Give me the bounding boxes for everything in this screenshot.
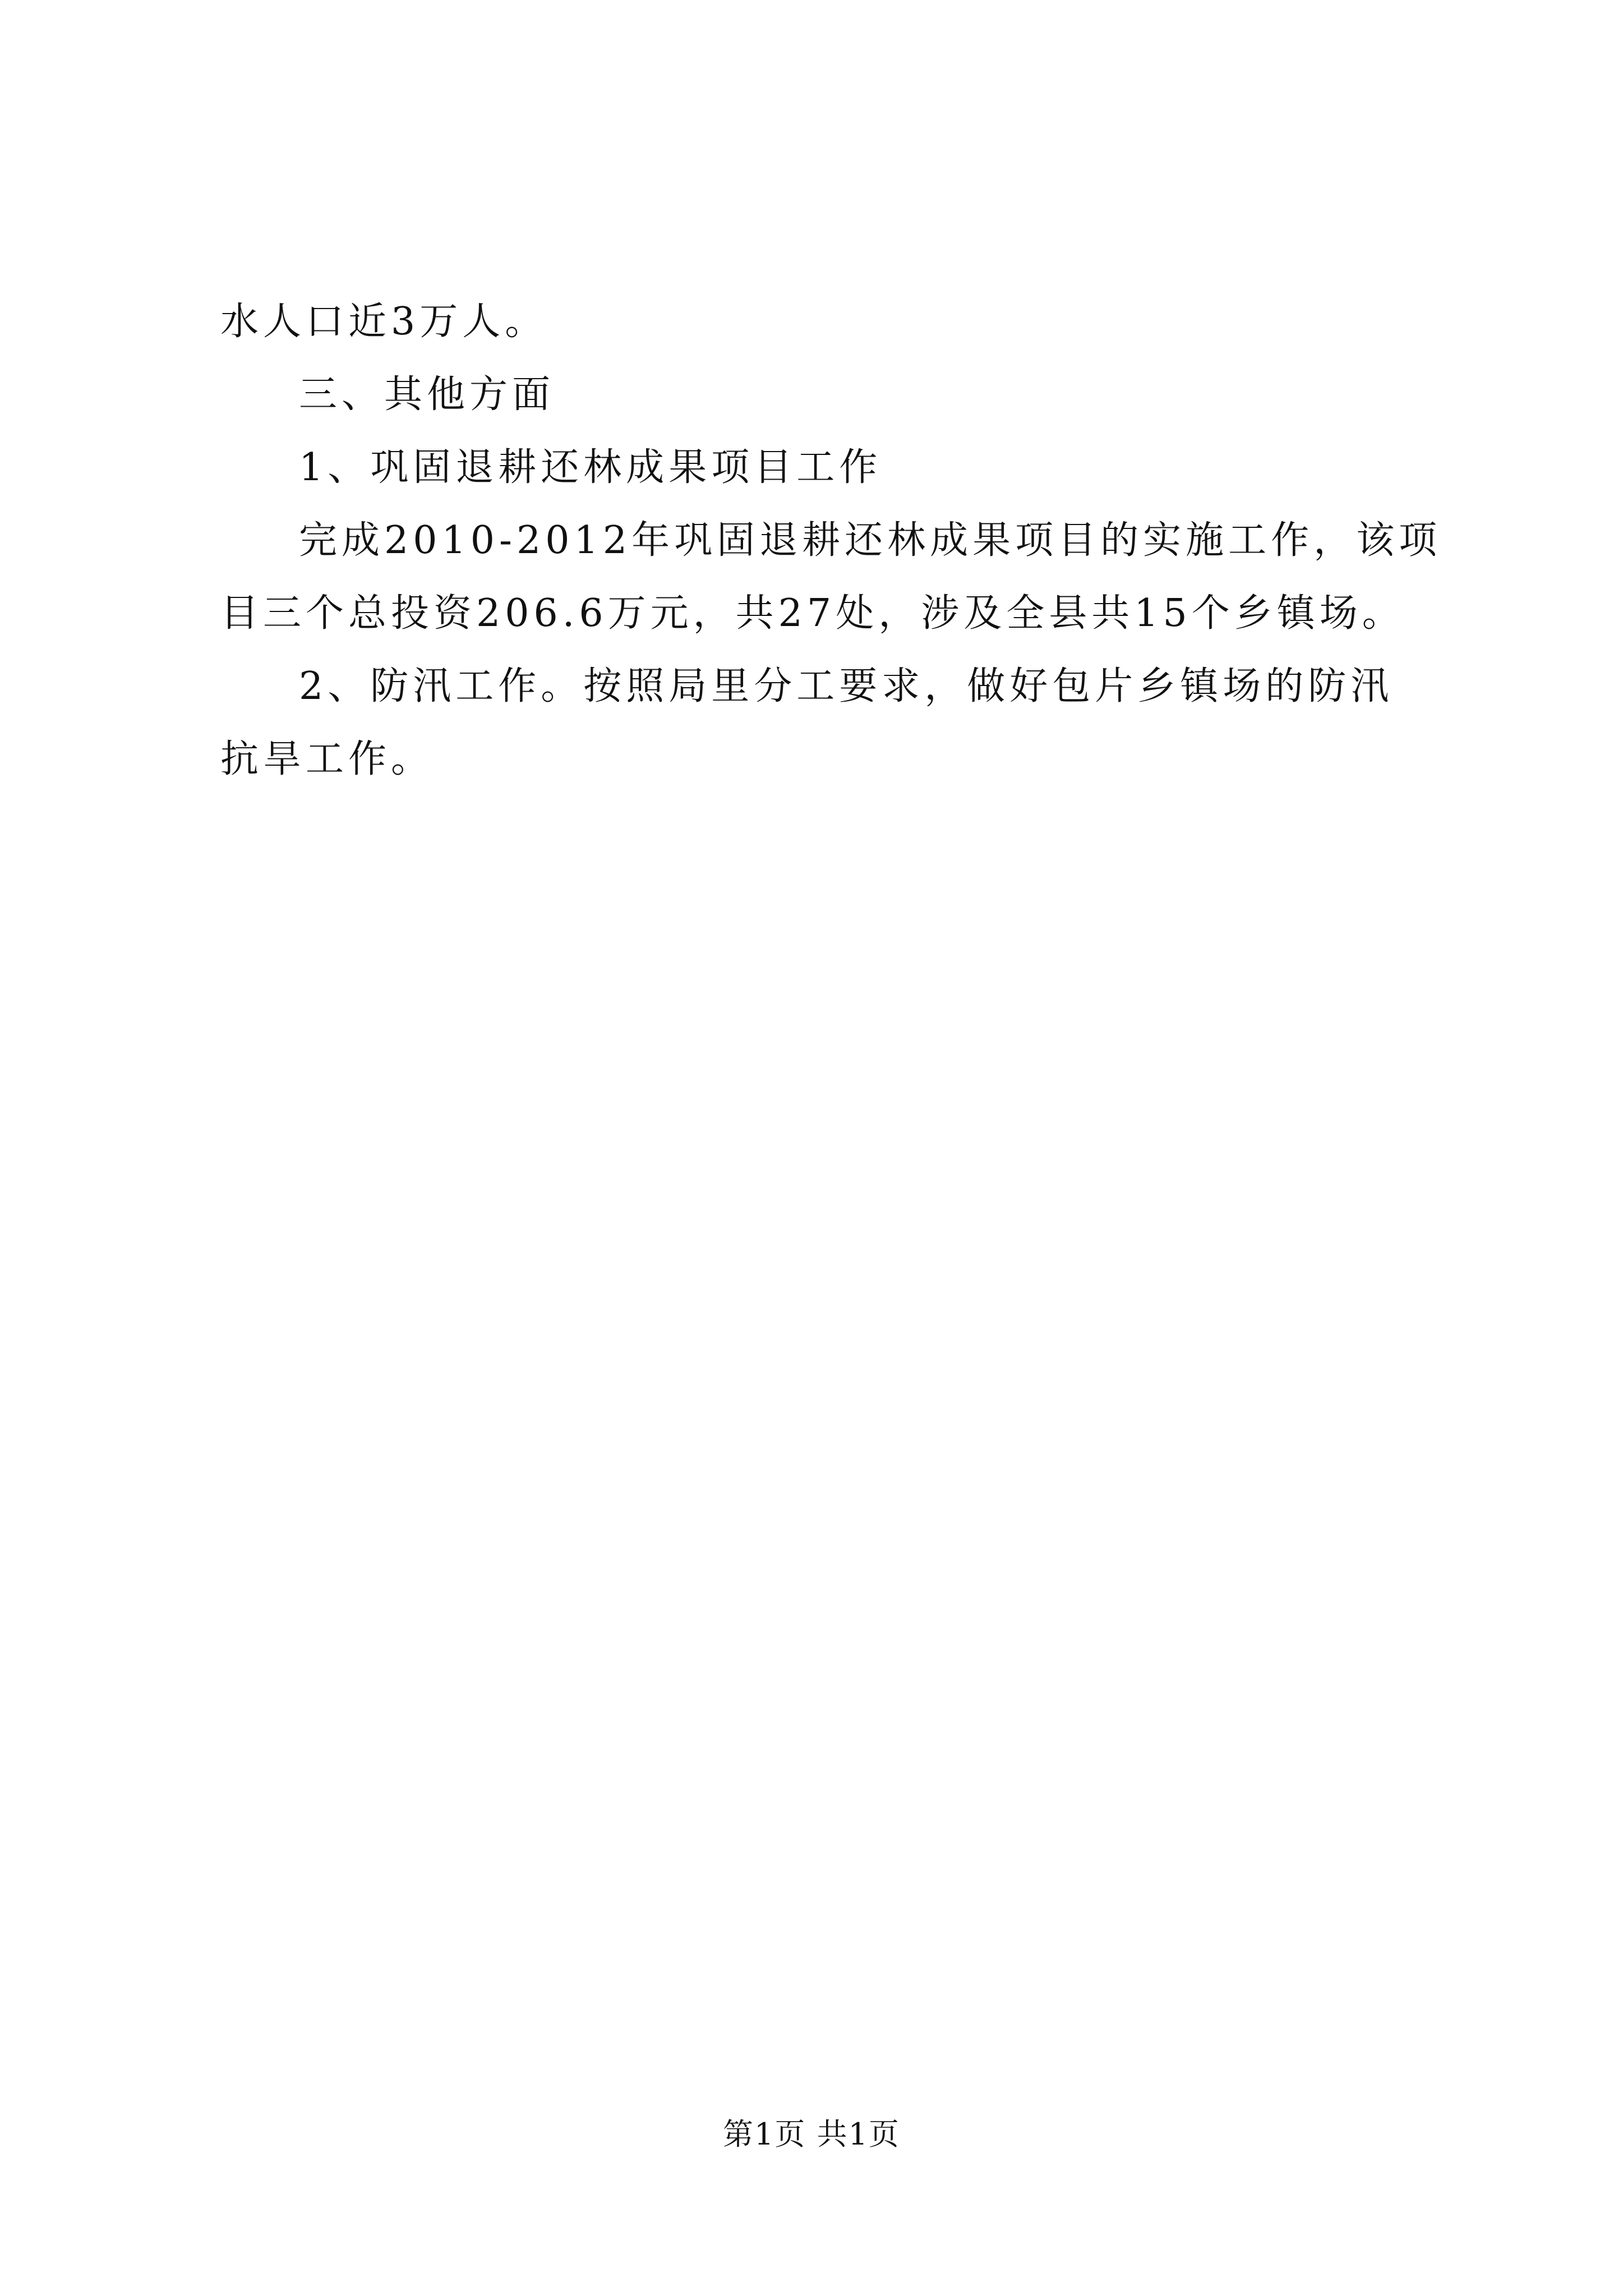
document-body	[220, 300, 1442, 813]
paragraph-line-drought-relief: 抗旱工作。	[220, 737, 434, 781]
section-heading-other-aspects: 三、其他方面	[299, 372, 555, 417]
paragraph-line-water-population: 水人口近3万人。	[220, 300, 548, 344]
paragraph-line-investment: 目三个总投资206.6万元，共27处，涉及全县共15个乡镇场。	[220, 591, 1405, 636]
subheading-reforestation-project: 1、巩固退耕还林成果项目工作	[299, 445, 882, 490]
page-number-footer: 第1页 共1页	[723, 2116, 900, 2152]
paragraph-line-project-completion: 完成2010-2012年巩固退耕还林成果项目的实施工作，该项	[299, 518, 1442, 563]
paragraph-line-flood-control: 2、防汛工作。按照局里分工要求，做好包片乡镇场的防汛	[299, 664, 1394, 708]
